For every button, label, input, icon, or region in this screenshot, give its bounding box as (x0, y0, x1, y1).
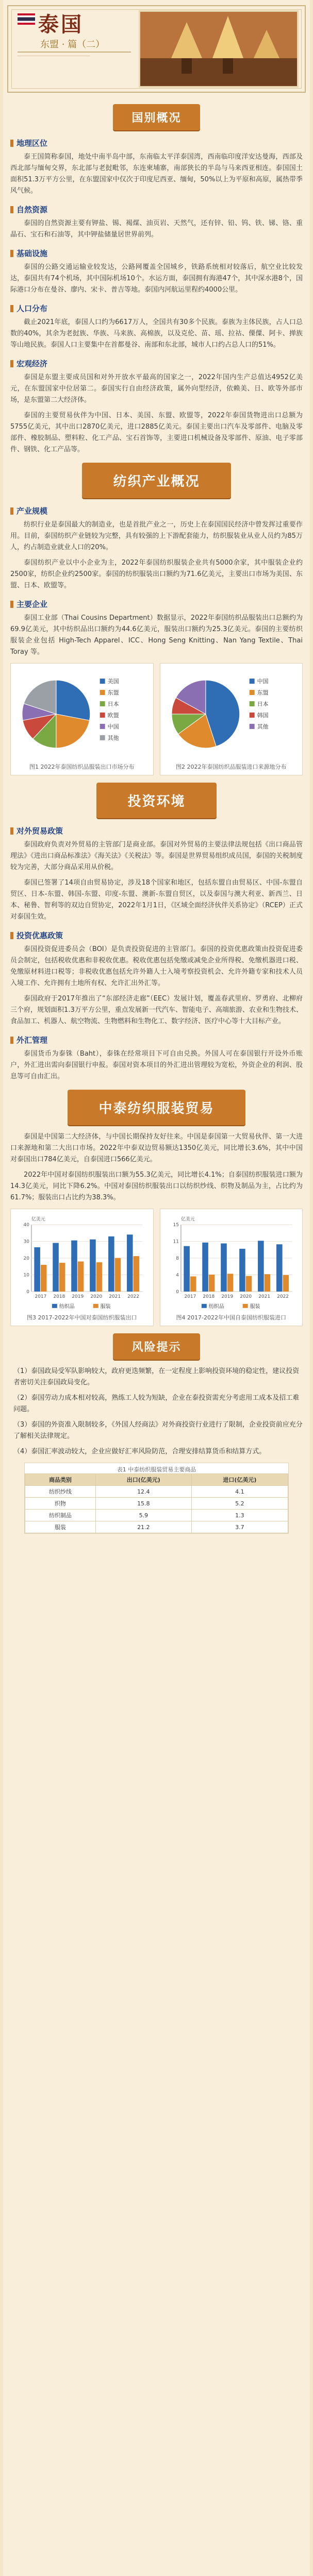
bar (258, 1241, 264, 1292)
heading-infrastructure: 基础设施 (10, 248, 303, 259)
section-banner-risk (7, 1333, 306, 1360)
paragraph: 泰国政府于2017年推出了“东部经济走廊”（EEC）发展计划，覆盖春武里府、罗勇府、北柳府三个府，规划面积1.3万平方公里，重点发展新一代汽车、智能电子、高端旅游、农业和生物技术、食品加工、机器人、航空物流、生物燃料和生物化工、数字经济、医疗中心等十大目标产业。 (10, 995, 303, 1025)
table-cell: 纺织纱线 (25, 1486, 95, 1498)
thailand-flag-icon (18, 13, 35, 25)
data-table (25, 1473, 288, 1533)
table-row (25, 1521, 288, 1533)
legend-label: 中国 (107, 723, 119, 730)
heading-mark-icon (10, 827, 13, 835)
trade-table (24, 1463, 288, 1534)
bar (190, 1276, 196, 1291)
bar (245, 1276, 252, 1292)
heading-investment-policy: 投资优惠政策 (10, 930, 303, 941)
legend-label: 其他 (107, 734, 119, 741)
title-divider (18, 52, 131, 53)
legend-label: 欧盟 (107, 711, 119, 719)
x-tick-label: 2022 (276, 1294, 289, 1299)
legend-label: 服装 (250, 1303, 260, 1310)
bar (184, 1246, 190, 1292)
list-item: （1）泰国政局受军队影响较大，政府更迭频繁，在一定程度上影响投资环境的稳定性，建议投资者密切关注泰国政局变化。 (13, 1367, 300, 1386)
x-tick-label: 2020 (239, 1294, 252, 1299)
risk-list (10, 1366, 303, 1458)
bar (96, 1262, 103, 1292)
section-banner-trade (7, 1090, 306, 1125)
heading-scale: 产业规模 (10, 505, 303, 516)
heading-mark-icon (10, 140, 13, 147)
page-subtitle: 东盟 · 篇（二） (40, 39, 105, 50)
x-tick-label: 2018 (202, 1294, 215, 1299)
figure-bar-2 (160, 1209, 303, 1326)
heading-mark-icon (10, 507, 13, 515)
heading-mark-icon (10, 305, 13, 312)
legend-swatch (249, 679, 254, 684)
paragraph: 泰国工业部（Thai Cousins Department）数据显示，2022年泰国纺织品服装出口总额约为69.9亿美元，其中纺织品出口额约为44.6亿美元，服装出口额约为25.3亿美元。泰国的主要纺织服装企业包括 High-Tech Apparel、ICC、Hong Seng Knitting、Nan Yang Textile、Thai Toray 等。 (10, 614, 303, 656)
heading-mark-icon (10, 360, 13, 367)
heading-mark-icon (10, 206, 13, 213)
figure-bar-1 (10, 1209, 154, 1326)
paragraph: 泰国货币为泰铢（Baht），泰铢在经常项目下可自由兑换。外国人可在泰国银行开设外币账户，外汇进出需向泰国银行申报。泰国对资本项目的外汇进出管理较为宽松，外资企业的利润、股息等可自由汇出。 (10, 1050, 303, 1080)
figure-pie-1 (10, 663, 154, 775)
figure-caption: 图1 2022年泰国纺织品服装出口市场分布 (29, 764, 135, 770)
heading-trade-policy: 对外贸易政策 (10, 825, 303, 836)
legend-swatch (249, 701, 254, 706)
paragraph: 截止2021年底，泰国人口约为6617万人，全国共有30多个民族。泰族为主体民族，占人口总数的40%，其余为老挝族、华族、马来族、高棉族，以及克伦、苗、瑶、拉祜、傈僳、阿卡、掸族等山地民族。泰国人口主要集中在首都曼谷、南部和东北部，城市人口约占总人口的51%。 (10, 318, 303, 349)
table-header: 进口(亿美元) (192, 1474, 288, 1486)
heading-mark-icon (10, 1037, 13, 1044)
table-cell: 服装 (25, 1521, 95, 1533)
paragraph: 泰国投资促进委员会（BOI）是负责投资促进的主管部门。泰国的投资优惠政策由投资促进委员会制定，包括税收优惠和非税收优惠。税收优惠包括免缴或减免企业所得税、免缴机器进口税、免缴原材料进口税等；非税收优惠包括允许外籍人士入境考察投资机会、允许外籍专家和技术人员入境工作、允许拥有土地所有权、允许汇出外汇等。 (10, 945, 303, 987)
legend-swatch (242, 1304, 248, 1308)
bar-chart (164, 1213, 299, 1311)
figure-row (10, 663, 303, 775)
figure-row (10, 1209, 303, 1326)
y-axis-label: 亿美元 (31, 1217, 45, 1223)
legend-swatch (100, 679, 105, 684)
table-cell: 1.3 (192, 1510, 288, 1521)
temple-illustration-icon (140, 12, 297, 86)
table-cell: 3.7 (192, 1521, 288, 1533)
paragraph: 纺织行业是泰国最大的制造业，也是首批产业之一，历史上在泰国国民经济中曾发挥过重要作用。目前，泰国纺织产业链较为完整，具有较强的上下游配套能力，纺织服装业从业人员约为85万人，约占制造业就业人口的20%。 (10, 521, 303, 551)
legend-swatch (249, 724, 254, 729)
bar (227, 1274, 233, 1292)
paragraph: 泰国是东盟主要成员国和对外开放水平最高的国家之一，2022年国内生产总值达4952亿美元，在东盟国家中位居第二。泰国实行自由经济政策，属外向型经济，依赖美、日、欧等外部市场，是东盟第二大经济体。 (10, 374, 303, 404)
legend-swatch (100, 713, 105, 718)
y-tick-label: 20 (23, 1256, 29, 1262)
section-title: 风险提示 (113, 1333, 200, 1360)
table-cell: 12.4 (95, 1486, 192, 1498)
legend-label: 东盟 (257, 689, 269, 697)
bar (78, 1262, 84, 1292)
section-title: 纺织产业概况 (82, 463, 230, 498)
paragraph: 2022年中国对泰国纺织服装出口额为55.3亿美元，同比增长4.1%；自泰国纺织服装进口额为14.3亿美元，同比下降6.2%。中国对泰国纺织服装出口以纺织纱线、织物及制品为主，占比约为61.7%；服装出口占比约为38.3%。 (10, 1171, 303, 1201)
heading-mark-icon (10, 932, 13, 939)
bar (71, 1241, 77, 1292)
table-cell: 21.2 (95, 1521, 192, 1533)
table-cell: 5.9 (95, 1510, 192, 1521)
x-tick-label: 2018 (53, 1294, 65, 1299)
bar (127, 1234, 133, 1292)
y-tick-label: 10 (23, 1273, 29, 1278)
table-row (25, 1510, 288, 1521)
y-tick-label: 15 (173, 1223, 179, 1228)
section-banner-overview (7, 104, 306, 130)
paragraph: 泰国已签署了14项自由贸易协定，涉及18个国家和地区，包括东盟自由贸易区、中国-东盟自贸区、日本-东盟、韩国-东盟、印度-东盟、澳新-东盟自贸区，以及泰国与澳大利亚、新西兰、日本、秘鲁、智利等的双边自贸协定，2022年1月1日，《区域全面经济伙伴关系协定》（RCEP）正式对泰国生效。 (10, 879, 303, 921)
heading-mark-icon (10, 601, 13, 608)
legend-label: 服装 (100, 1303, 111, 1310)
bar (53, 1243, 59, 1291)
paragraph: 泰国的公路交通运输业较发达，公路网覆盖全国城乡，铁路系统相对较落后，航空业比较发达，泰国共有74个机场，其中国际机场10个。水运方面，泰国拥有海港47个，其中深水港8个，国际港口分布在曼谷、廖内、宋卡、普吉等地。泰国内河航运里程约4000公里。 (10, 263, 303, 294)
table-row (25, 1486, 288, 1498)
list-item: （3）泰国的外资准入限制较多，《外国人经商法》对外商投资行业进行了限制，企业投资前应充分了解相关法律规定。 (13, 1421, 303, 1440)
header (7, 0, 306, 97)
y-tick-label: 40 (23, 1223, 29, 1228)
bar (276, 1244, 282, 1292)
bar (283, 1275, 289, 1292)
legend-label: 纺织品 (208, 1303, 224, 1310)
list-item: （2）泰国劳动力成本相对较高，熟练工人较为短缺，企业在泰投资需充分考虑用工成本及招工难问题。 (13, 1394, 300, 1413)
paragraph: 泰国的主要贸易伙伴为中国、日本、美国、东盟、欧盟等，2022年泰国货物进出口总额为5755亿美元，其中出口2870亿美元，进口2885亿美元。泰国主要出口汽车及零部件、电脑及零部件、橡胶制品、塑料粒、化工产品、宝石首饰等，主要进口机械设备及零部件、原油、电子零部件、钢铁、化工产品等。 (10, 412, 303, 453)
bar (239, 1249, 245, 1292)
pie-slice (56, 680, 90, 720)
legend-label: 其他 (257, 723, 269, 730)
paragraph: 泰国纺织产业以中小企业为主，2022年泰国纺织服装企业共有5000余家，其中服装企业约2500家，纺织企业约2500家。泰国的纺织服装出口额约为71.6亿美元，主要出口市场为美国、东盟、日本、欧盟等。 (10, 559, 303, 589)
table-cell: 5.2 (192, 1498, 288, 1510)
legend-label: 东盟 (107, 689, 119, 697)
legend-swatch (100, 701, 105, 706)
x-tick-label: 2017 (184, 1294, 196, 1299)
y-axis-label: 亿美元 (180, 1217, 195, 1223)
legend-swatch (100, 690, 105, 695)
section-risk (7, 1366, 306, 1534)
y-tick-label: 0 (175, 1289, 179, 1295)
bar (115, 1258, 121, 1292)
figure-pie-2 (160, 663, 303, 775)
legend-swatch (201, 1304, 206, 1308)
table-row (25, 1498, 288, 1510)
bar-chart (15, 1213, 149, 1311)
legend-label: 韩国 (257, 711, 269, 719)
legend-label: 中国 (257, 678, 269, 685)
heading-resources: 自然资源 (10, 204, 303, 215)
table-caption: 表1 中泰纺织服装贸易主要商品 (117, 1466, 196, 1473)
heading-economy: 宏观经济 (10, 358, 303, 369)
bar (90, 1240, 96, 1292)
table-header: 商品类别 (25, 1474, 95, 1486)
section-overview (7, 138, 306, 455)
page-title: 泰国 (38, 12, 84, 37)
y-tick-label: 0 (26, 1289, 29, 1295)
heading-companies: 主要企业 (10, 599, 303, 609)
section-trade (7, 1131, 306, 1326)
heading-mark-icon (10, 250, 13, 257)
bar (59, 1263, 65, 1292)
bar (264, 1274, 270, 1292)
x-tick-label: 2022 (127, 1294, 139, 1299)
heading-population: 人口分布 (10, 303, 303, 314)
legend-swatch (100, 724, 105, 729)
y-tick-label: 4 (175, 1273, 179, 1278)
section-title: 国别概况 (113, 104, 200, 130)
legend-swatch (249, 713, 254, 718)
bar (108, 1236, 114, 1292)
table-cell: 15.8 (95, 1498, 192, 1510)
legend-swatch (52, 1304, 57, 1308)
figure-caption: 图4 2017-2022年中国自泰国纺织服装进口 (176, 1314, 286, 1321)
figure-caption: 图2 2022年泰国纺织品服装进口来源地分布 (176, 764, 287, 770)
figure-caption: 图3 2017-2022年中国对泰国纺织服装出口 (27, 1314, 137, 1321)
table-cell: 织物 (25, 1498, 95, 1510)
list-item: （4）泰国汇率波动较大，企业应做好汇率风险防范，合理安排结算货币和结算方式。 (13, 1448, 266, 1455)
section-textile (7, 505, 306, 775)
legend-label: 纺织品 (59, 1303, 75, 1310)
legend-swatch (93, 1304, 98, 1308)
section-banner-textile (7, 463, 306, 498)
bar (202, 1243, 208, 1292)
table-cell: 4.1 (192, 1486, 288, 1498)
section-title: 投资环境 (96, 783, 216, 818)
x-tick-label: 2017 (35, 1294, 47, 1299)
x-tick-label: 2020 (90, 1294, 103, 1299)
heading-forex: 外汇管理 (10, 1035, 303, 1045)
section-title: 中泰纺织服装贸易 (68, 1090, 245, 1125)
y-tick-label: 8 (175, 1256, 179, 1262)
paragraph: 泰国政府负责对外贸易的主管部门是商业部。泰国对外贸易的主要法律法规包括《出口商品管理法》《进出口商品标准法》《海关法》《关税法》等。泰国是世界贸易组织成员国，泰国的关税制度较为完善，大部分商品采用从价税。 (10, 841, 303, 871)
section-banner-investment (7, 783, 306, 818)
legend-label: 美国 (107, 678, 119, 685)
table-header: 出口(亿美元) (95, 1474, 192, 1486)
paragraph: 泰国的自然资源主要有钾盐、锡、褐煤、油页岩、天然气，还有锌、铅、钨、铁、锑、铬、重晶石、宝石和石油等，其中钾盐储量居世界前列。 (10, 219, 303, 239)
paragraph: 泰国是中国第二大经济体，与中国长期保持友好往来。中国是泰国第一大贸易伙伴、第一大进口来源地和第二大出口市场。2022年中泰双边贸易额达1350亿美元，同比增长3.6%，其中中国对泰国出口784亿美元，自泰国进口566亿美元。 (10, 1133, 303, 1163)
legend-swatch (249, 690, 254, 695)
bar (134, 1256, 140, 1292)
x-tick-label: 2019 (221, 1294, 233, 1299)
paragraph: 泰王国简称泰国，地处中南半岛中部，东南临太平洋泰国湾，西南临印度洋安达曼海，西部及西北部与缅甸交界，东北部与老挝毗邻，东连柬埔寨，南部狭长的半岛与马来西亚相连。泰国国土面积51.3万平方公里，在东盟国家中仅次于印度尼西亚、缅甸，50%以上为平原和高原，属热带季风气候。 (10, 153, 303, 195)
x-tick-label: 2021 (109, 1294, 121, 1299)
table-cell: 纺织制品 (25, 1510, 95, 1521)
legend-label: 日本 (107, 701, 119, 708)
bar (34, 1247, 40, 1292)
y-tick-label: 30 (23, 1239, 29, 1245)
header-photo (139, 10, 299, 88)
bar (41, 1265, 47, 1292)
pie-chart (164, 668, 299, 760)
legend-label: 日本 (257, 701, 269, 708)
section-investment (7, 825, 306, 1082)
bar (221, 1243, 227, 1291)
heading-location: 地理区位 (10, 138, 303, 148)
x-tick-label: 2021 (258, 1294, 270, 1299)
pie-chart (15, 668, 149, 760)
bar (208, 1275, 215, 1292)
y-tick-label: 11 (173, 1239, 179, 1245)
legend-swatch (100, 735, 105, 740)
x-tick-label: 2019 (72, 1294, 84, 1299)
